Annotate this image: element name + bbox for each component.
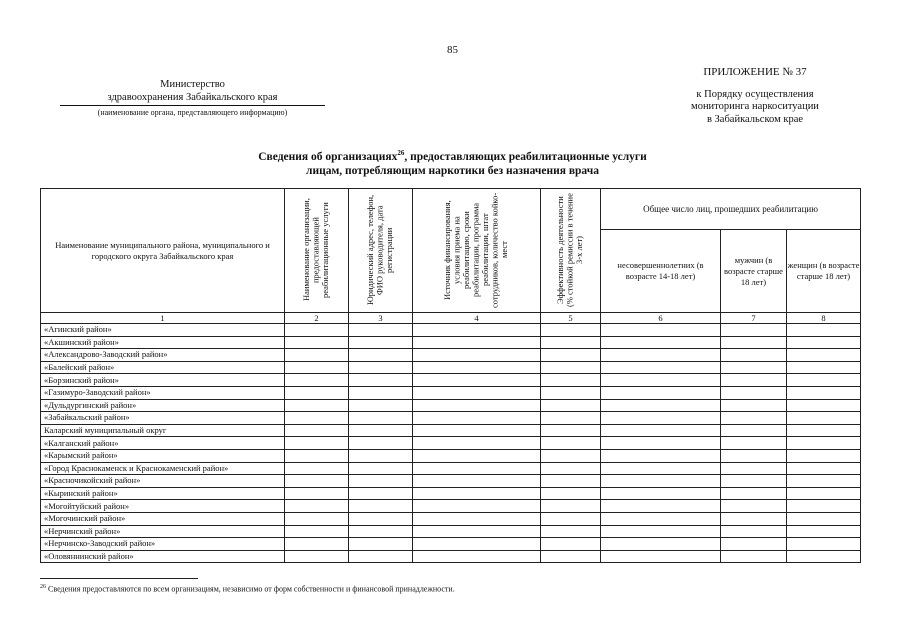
table-row: [41, 538, 861, 551]
header-col3-text: Юридический адрес, телефон, ФИО руководителя, дата регистрации: [365, 194, 395, 305]
empty-cell-col4: [413, 449, 541, 462]
header-col7: мужчин (в возрасте старше 18 лет): [721, 230, 787, 313]
empty-cell-col8: [787, 374, 861, 387]
empty-cell-col7: [721, 324, 787, 337]
empty-cell-col3: [349, 374, 413, 387]
district-name-cell: «Борзинский район»: [41, 374, 285, 387]
empty-cell-col6: [601, 449, 721, 462]
empty-cell-col3: [349, 462, 413, 475]
empty-cell-col6: [601, 500, 721, 513]
empty-cell-col2: [285, 462, 349, 475]
column-number: 1: [41, 313, 285, 324]
empty-cell-col5: [541, 525, 601, 538]
district-name-cell: «Агинский район»: [41, 324, 285, 337]
empty-cell-col4: [413, 512, 541, 525]
district-name-cell: «Акшинский район»: [41, 336, 285, 349]
empty-cell-col2: [285, 512, 349, 525]
district-name-cell: «Балейский район»: [41, 361, 285, 374]
empty-cell-col8: [787, 487, 861, 500]
empty-cell-col5: [541, 538, 601, 551]
column-number: 5: [541, 313, 601, 324]
empty-cell-col6: [601, 336, 721, 349]
empty-cell-col6: [601, 374, 721, 387]
column-number: 2: [285, 313, 349, 324]
title-line1-after: , предоставляющих реабилитационные услуги: [404, 150, 647, 163]
empty-cell-col2: [285, 475, 349, 488]
table-row: [41, 412, 861, 425]
table-row: [41, 500, 861, 513]
appendix-line1: к Порядку осуществления: [696, 88, 814, 100]
empty-cell-col4: [413, 475, 541, 488]
appendix-line3: в Забайкальском крае: [706, 113, 804, 125]
empty-cell-col8: [787, 550, 861, 563]
column-number: 4: [413, 313, 541, 324]
ministry-line1: Министерство: [160, 79, 225, 90]
empty-cell-col8: [787, 424, 861, 437]
empty-cell-col7: [721, 462, 787, 475]
district-name-cell: «Газимуро-Заводский район»: [41, 386, 285, 399]
ministry-block: [60, 78, 325, 118]
empty-cell-col4: [413, 399, 541, 412]
appendix-block: [660, 66, 850, 126]
footnote: [40, 584, 455, 594]
empty-cell-col5: [541, 449, 601, 462]
district-name-cell: «Могойтуйский район»: [41, 500, 285, 513]
empty-cell-col4: [413, 525, 541, 538]
table-row: [41, 374, 861, 387]
footnote-ref: 26: [40, 584, 46, 590]
empty-cell-col5: [541, 462, 601, 475]
empty-cell-col5: [541, 500, 601, 513]
empty-cell-col6: [601, 349, 721, 362]
empty-cell-col7: [721, 538, 787, 551]
empty-cell-col6: [601, 525, 721, 538]
header-col1: Наименование муниципального района, муниципального и городского округа Забайкальского края: [41, 189, 285, 313]
column-number: 6: [601, 313, 721, 324]
header-group: Общее число лиц, прошедших реабилитацию: [601, 189, 861, 230]
district-name-cell: «Нерчинско-Заводский район»: [41, 538, 285, 551]
empty-cell-col5: [541, 424, 601, 437]
column-number: 8: [787, 313, 861, 324]
empty-cell-col4: [413, 349, 541, 362]
table-row: [41, 437, 861, 450]
table-row: [41, 487, 861, 500]
empty-cell-col4: [413, 424, 541, 437]
empty-cell-col2: [285, 437, 349, 450]
empty-cell-col3: [349, 424, 413, 437]
title-line1-before: Сведения об организациях: [258, 150, 398, 163]
header-col5: [541, 189, 601, 313]
empty-cell-col7: [721, 424, 787, 437]
empty-cell-col4: [413, 462, 541, 475]
district-name-cell: «Александрово-Заводский район»: [41, 349, 285, 362]
empty-cell-col8: [787, 336, 861, 349]
empty-cell-col5: [541, 437, 601, 450]
empty-cell-col5: [541, 374, 601, 387]
empty-cell-col5: [541, 487, 601, 500]
district-name-cell: «Дульдургинский район»: [41, 399, 285, 412]
empty-cell-col5: [541, 349, 601, 362]
empty-cell-col7: [721, 525, 787, 538]
empty-cell-col3: [349, 349, 413, 362]
table-row: [41, 462, 861, 475]
empty-cell-col6: [601, 512, 721, 525]
district-name-cell: «Забайкальский район»: [41, 412, 285, 425]
empty-cell-col2: [285, 538, 349, 551]
table-row: [41, 550, 861, 563]
empty-cell-col6: [601, 550, 721, 563]
district-name-cell: «Кыринский район»: [41, 487, 285, 500]
title-footnote-ref: 26: [397, 149, 405, 157]
empty-cell-col3: [349, 500, 413, 513]
appendix-line2: мониторинга наркоситуации: [691, 101, 819, 112]
empty-cell-col8: [787, 361, 861, 374]
column-number: 3: [349, 313, 413, 324]
table-row: [41, 475, 861, 488]
empty-cell-col6: [601, 424, 721, 437]
district-name-cell: «Красночикойский район»: [41, 475, 285, 488]
empty-cell-col6: [601, 475, 721, 488]
empty-cell-col2: [285, 374, 349, 387]
empty-cell-col8: [787, 437, 861, 450]
page-number: 85: [447, 44, 458, 56]
empty-cell-col4: [413, 538, 541, 551]
empty-cell-col6: [601, 462, 721, 475]
district-name-cell: «Нерчинский район»: [41, 525, 285, 538]
empty-cell-col8: [787, 412, 861, 425]
appendix-title: ПРИЛОЖЕНИЕ № 37: [703, 66, 807, 78]
empty-cell-col6: [601, 361, 721, 374]
table-row: [41, 449, 861, 462]
empty-cell-col6: [601, 437, 721, 450]
table-row: [41, 324, 861, 337]
empty-cell-col7: [721, 449, 787, 462]
empty-cell-col4: [413, 412, 541, 425]
empty-cell-col6: [601, 399, 721, 412]
empty-cell-col3: [349, 399, 413, 412]
empty-cell-col6: [601, 487, 721, 500]
empty-cell-col2: [285, 449, 349, 462]
header-col2: [285, 189, 349, 313]
empty-cell-col7: [721, 487, 787, 500]
footnote-text: Сведения предоставляются по всем организациям, независимо от форм собственности и финансовой принадлежности.: [46, 584, 455, 594]
empty-cell-col2: [285, 525, 349, 538]
empty-cell-col4: [413, 374, 541, 387]
empty-cell-col8: [787, 349, 861, 362]
empty-cell-col3: [349, 525, 413, 538]
empty-cell-col6: [601, 386, 721, 399]
empty-cell-col4: [413, 361, 541, 374]
report-table: [40, 188, 861, 563]
empty-cell-col7: [721, 374, 787, 387]
title-line2: лицам, потребляющим наркотики без назначения врача: [306, 164, 599, 177]
empty-cell-col5: [541, 324, 601, 337]
empty-cell-col3: [349, 336, 413, 349]
empty-cell-col8: [787, 324, 861, 337]
empty-cell-col7: [721, 361, 787, 374]
column-number: 7: [721, 313, 787, 324]
empty-cell-col8: [787, 386, 861, 399]
header-col3: [349, 189, 413, 313]
empty-cell-col2: [285, 487, 349, 500]
district-name-cell: «Оловяннинский район»: [41, 550, 285, 563]
empty-cell-col7: [721, 512, 787, 525]
table-row: [41, 336, 861, 349]
empty-cell-col3: [349, 361, 413, 374]
footnote-rule: [40, 578, 198, 579]
empty-cell-col3: [349, 538, 413, 551]
empty-cell-col2: [285, 550, 349, 563]
empty-cell-col2: [285, 324, 349, 337]
empty-cell-col8: [787, 462, 861, 475]
header-row-top: [41, 189, 861, 230]
empty-cell-col5: [541, 550, 601, 563]
empty-cell-col5: [541, 336, 601, 349]
empty-cell-col2: [285, 500, 349, 513]
district-name-cell: «Карымский район»: [41, 449, 285, 462]
header-col5-text: Эффективность деятельности (% стойкой ремиссии в течение 3-х лет): [555, 192, 585, 307]
district-name-cell: «Калганский район»: [41, 437, 285, 450]
empty-cell-col7: [721, 500, 787, 513]
table-row: [41, 349, 861, 362]
empty-cell-col5: [541, 399, 601, 412]
table-row: [41, 512, 861, 525]
empty-cell-col4: [413, 324, 541, 337]
header-col6: несовершеннолетних (в возрасте 14-18 лет): [601, 230, 721, 313]
district-name-cell: «Город Краснокаменск и Краснокаменский район»: [41, 462, 285, 475]
table-row: [41, 424, 861, 437]
column-number-row: [41, 313, 861, 324]
empty-cell-col8: [787, 512, 861, 525]
empty-cell-col5: [541, 475, 601, 488]
header-col4: [413, 189, 541, 313]
header-col2-text: Наименование организации, предоставляющей реабилитационные услуги: [301, 198, 331, 301]
empty-cell-col5: [541, 412, 601, 425]
district-name-cell: «Могочинский район»: [41, 512, 285, 525]
empty-cell-col7: [721, 412, 787, 425]
empty-cell-col5: [541, 386, 601, 399]
empty-cell-col6: [601, 538, 721, 551]
empty-cell-col2: [285, 336, 349, 349]
empty-cell-col6: [601, 324, 721, 337]
empty-cell-col4: [413, 336, 541, 349]
empty-cell-col8: [787, 525, 861, 538]
empty-cell-col2: [285, 424, 349, 437]
empty-cell-col2: [285, 412, 349, 425]
empty-cell-col8: [787, 449, 861, 462]
empty-cell-col2: [285, 349, 349, 362]
empty-cell-col3: [349, 512, 413, 525]
ministry-caption: (наименование органа, представляющего информацию): [97, 108, 288, 117]
empty-cell-col4: [413, 487, 541, 500]
empty-cell-col8: [787, 399, 861, 412]
empty-cell-col3: [349, 550, 413, 563]
empty-cell-col3: [349, 475, 413, 488]
empty-cell-col8: [787, 475, 861, 488]
empty-cell-col7: [721, 349, 787, 362]
empty-cell-col3: [349, 324, 413, 337]
empty-cell-col2: [285, 399, 349, 412]
header-col8: женщин (в возрасте старше 18 лет): [787, 230, 861, 313]
table-body: [41, 313, 861, 563]
table-row: [41, 399, 861, 412]
document-title: [0, 146, 905, 178]
empty-cell-col4: [413, 500, 541, 513]
district-name-cell: Каларский муниципальный округ: [41, 424, 285, 437]
empty-cell-col8: [787, 538, 861, 551]
empty-cell-col8: [787, 500, 861, 513]
empty-cell-col7: [721, 399, 787, 412]
empty-cell-col3: [349, 449, 413, 462]
empty-cell-col7: [721, 550, 787, 563]
empty-cell-col2: [285, 361, 349, 374]
empty-cell-col7: [721, 386, 787, 399]
empty-cell-col6: [601, 412, 721, 425]
empty-cell-col5: [541, 512, 601, 525]
empty-cell-col4: [413, 550, 541, 563]
header-col4-text: Источник финансирования, условия приема на реабилитацию, сроки реабилитации, программа реабилитации, штат сотрудников, количество койко-мест: [442, 191, 510, 308]
empty-cell-col3: [349, 386, 413, 399]
empty-cell-col3: [349, 412, 413, 425]
table-row: [41, 525, 861, 538]
empty-cell-col4: [413, 386, 541, 399]
ministry-line2: здравоохранения Забайкальского края: [60, 91, 325, 106]
empty-cell-col4: [413, 437, 541, 450]
table-row: [41, 361, 861, 374]
empty-cell-col7: [721, 437, 787, 450]
table-row: [41, 386, 861, 399]
empty-cell-col7: [721, 475, 787, 488]
empty-cell-col7: [721, 336, 787, 349]
empty-cell-col3: [349, 437, 413, 450]
empty-cell-col3: [349, 487, 413, 500]
empty-cell-col2: [285, 386, 349, 399]
empty-cell-col5: [541, 361, 601, 374]
